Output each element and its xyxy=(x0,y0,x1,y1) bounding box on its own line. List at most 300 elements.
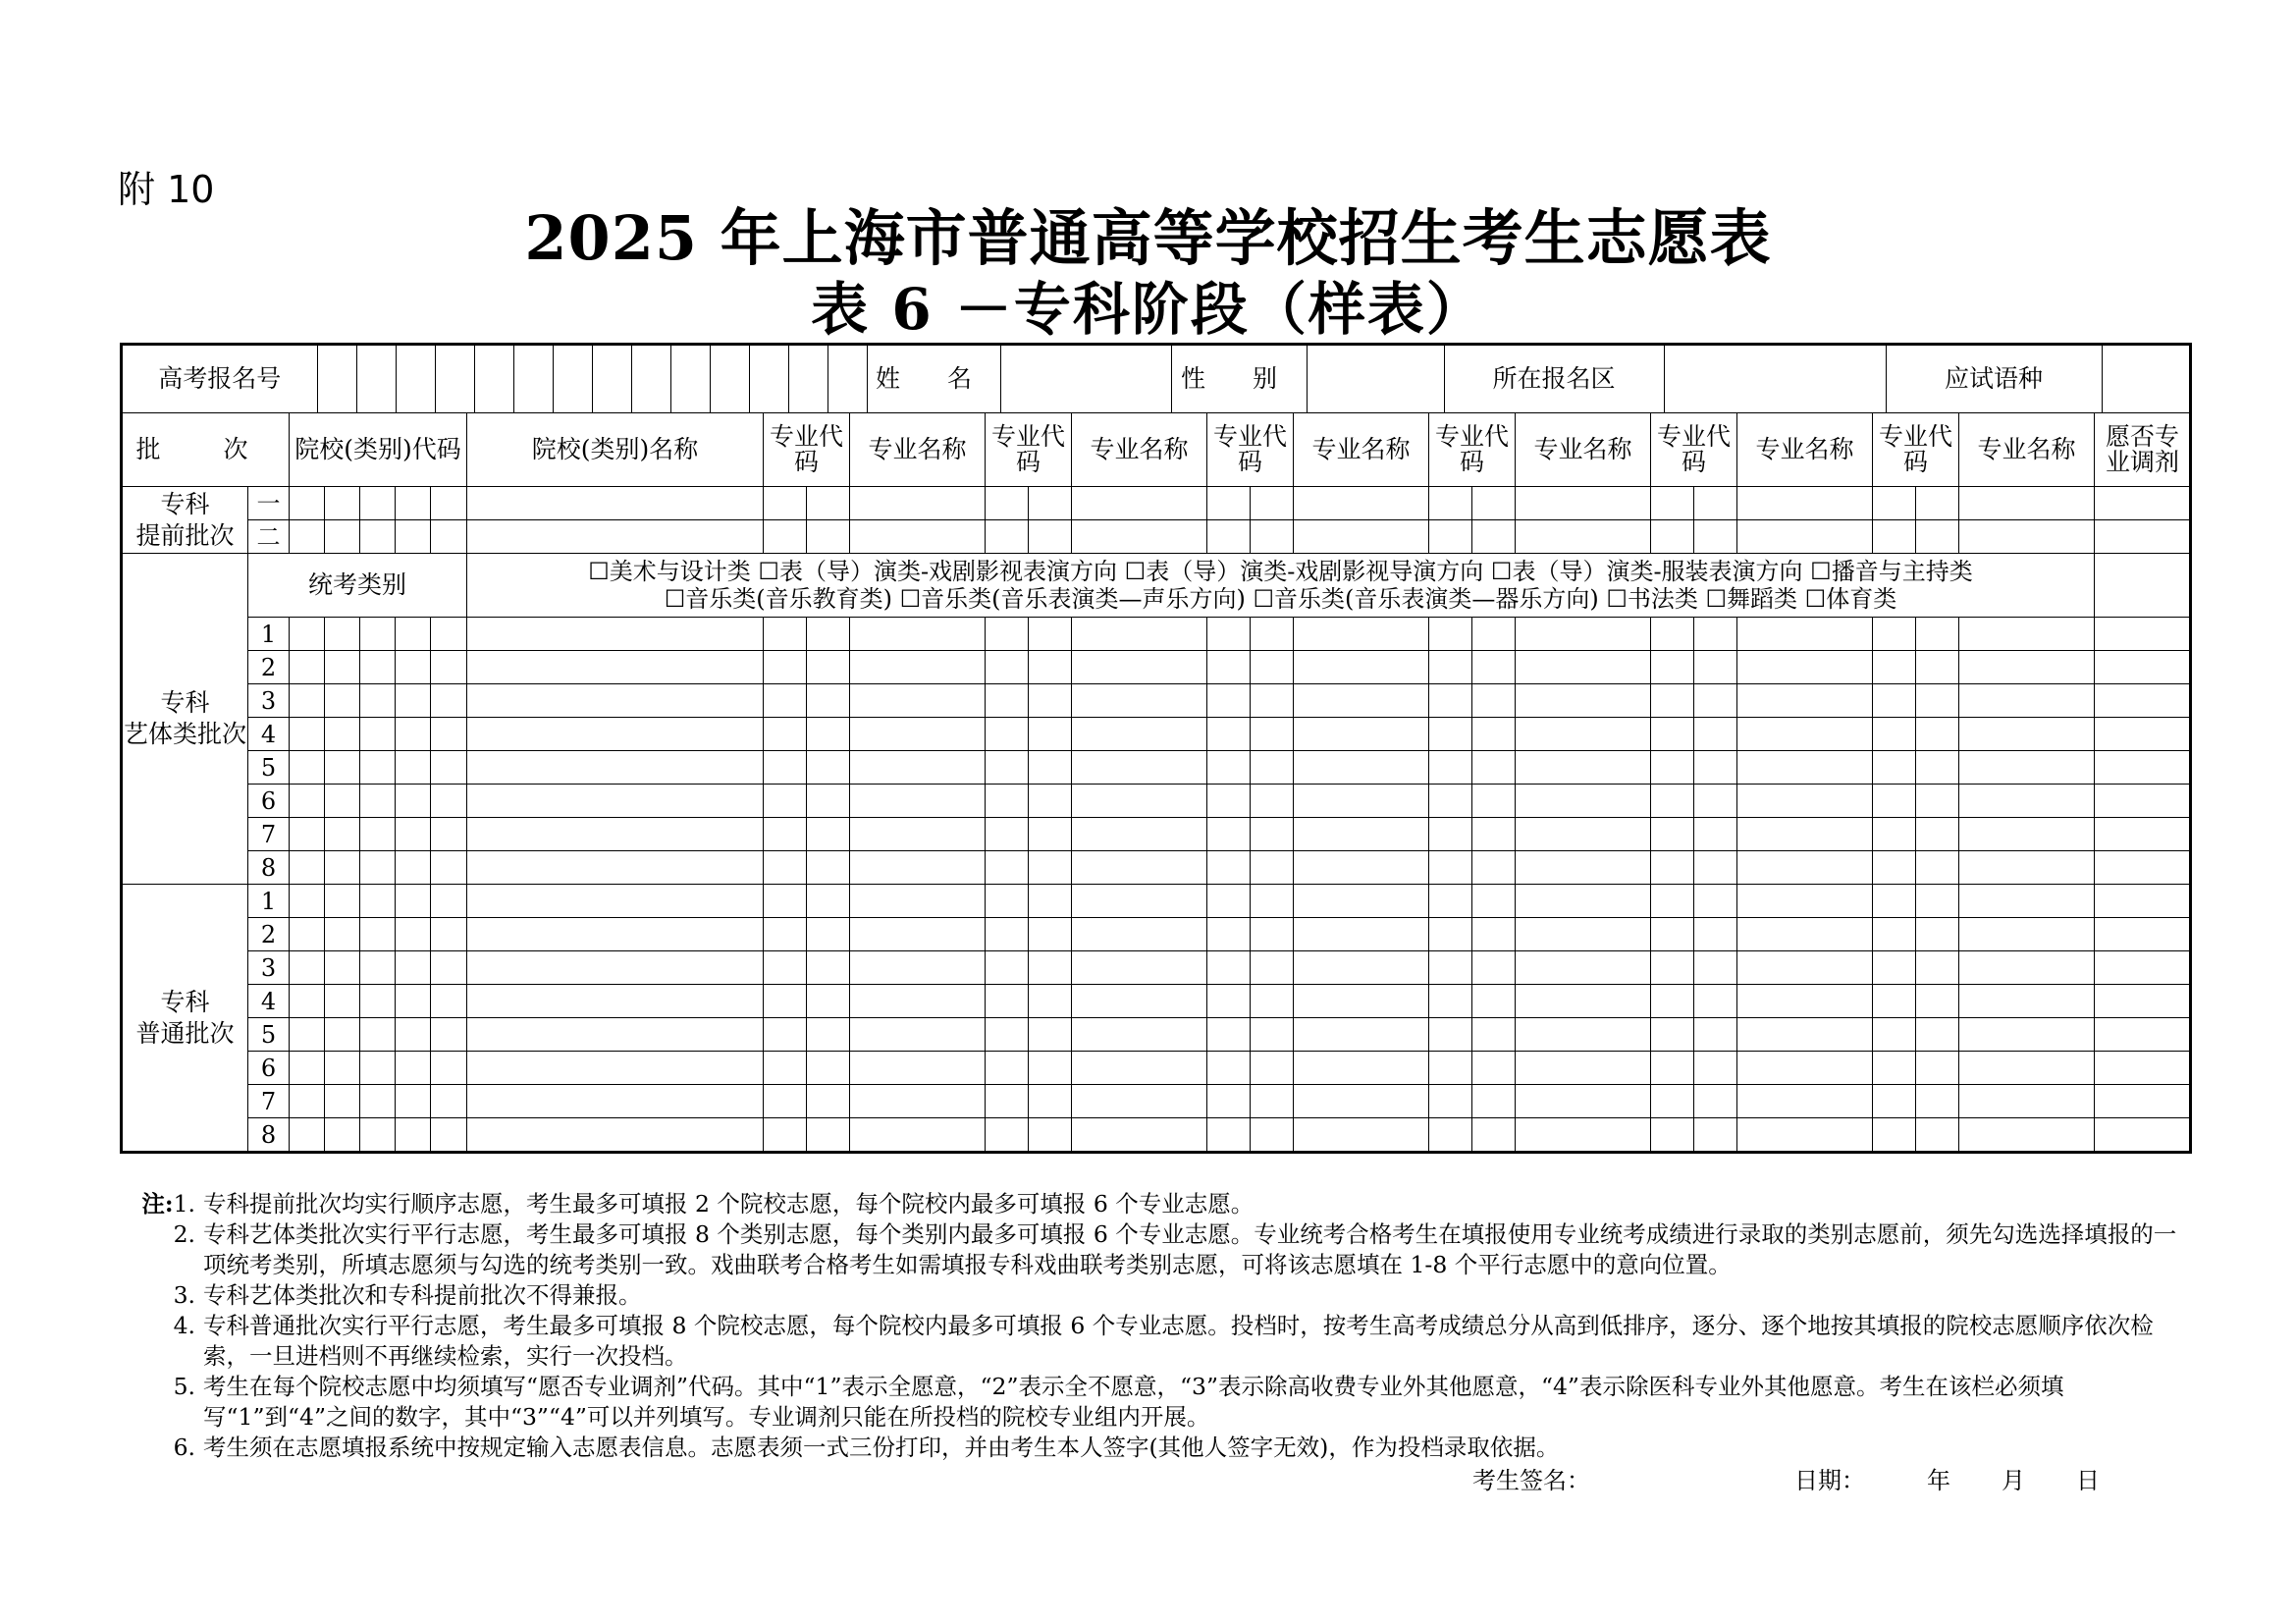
major-code-cell[interactable] xyxy=(1429,785,1472,818)
major-name-cell[interactable] xyxy=(1959,1118,2095,1153)
major-code-cell[interactable] xyxy=(1429,818,1472,851)
major-code-cell[interactable] xyxy=(1694,684,1737,718)
major-code-cell[interactable] xyxy=(1651,851,1694,885)
school-code-cell[interactable] xyxy=(325,851,360,885)
language-field[interactable] xyxy=(2102,346,2191,412)
school-name-cell[interactable] xyxy=(467,885,764,918)
major-code-cell[interactable] xyxy=(807,918,850,951)
major-name-cell[interactable] xyxy=(1072,618,1207,651)
major-code-cell[interactable] xyxy=(1651,487,1694,520)
exam-no-digit[interactable] xyxy=(710,346,749,412)
major-code-cell[interactable] xyxy=(1251,1118,1294,1153)
major-name-cell[interactable] xyxy=(1737,618,1873,651)
school-code-cell[interactable] xyxy=(325,651,360,684)
major-code-cell[interactable] xyxy=(1651,785,1694,818)
major-code-cell[interactable] xyxy=(1651,1052,1694,1085)
major-code-cell[interactable] xyxy=(1029,684,1072,718)
major-code-cell[interactable] xyxy=(986,851,1029,885)
major-code-cell[interactable] xyxy=(1029,1118,1072,1153)
school-name-cell[interactable] xyxy=(467,618,764,651)
school-name-cell[interactable] xyxy=(467,818,764,851)
adjust-cell[interactable] xyxy=(2095,618,2191,651)
major-code-cell[interactable] xyxy=(1251,818,1294,851)
adjust-cell[interactable] xyxy=(2095,885,2191,918)
school-code-cell[interactable] xyxy=(360,985,396,1018)
school-name-cell[interactable] xyxy=(467,718,764,751)
school-code-cell[interactable] xyxy=(290,818,325,851)
major-code-cell[interactable] xyxy=(1694,1018,1737,1052)
adjust-cell[interactable] xyxy=(2095,684,2191,718)
major-name-cell[interactable] xyxy=(1072,1052,1207,1085)
major-code-cell[interactable] xyxy=(1029,818,1072,851)
major-name-cell[interactable] xyxy=(850,520,986,554)
major-name-cell[interactable] xyxy=(1959,851,2095,885)
school-code-cell[interactable] xyxy=(325,520,360,554)
major-code-cell[interactable] xyxy=(1251,885,1294,918)
adjust-cell[interactable] xyxy=(2095,487,2191,520)
art-category-line[interactable]: ☐美术与设计类 ☐表（导）演类-戏剧影视表演方向 ☐表（导）演类-戏剧影视导演方向 ☐表（导）演类-服装表演方向 ☐播音与主持类 xyxy=(588,558,1973,585)
major-code-cell[interactable] xyxy=(764,1018,807,1052)
major-code-cell[interactable] xyxy=(1251,851,1294,885)
major-code-cell[interactable] xyxy=(1694,1052,1737,1085)
major-code-cell[interactable] xyxy=(1873,851,1916,885)
school-code-cell[interactable] xyxy=(396,785,431,818)
school-code-cell[interactable] xyxy=(431,1085,467,1118)
major-name-cell[interactable] xyxy=(1516,1118,1651,1153)
school-name-cell[interactable] xyxy=(467,918,764,951)
major-code-cell[interactable] xyxy=(1472,885,1516,918)
major-code-cell[interactable] xyxy=(1873,1018,1916,1052)
major-name-cell[interactable] xyxy=(1959,985,2095,1018)
major-code-cell[interactable] xyxy=(1029,718,1072,751)
major-name-cell[interactable] xyxy=(1737,684,1873,718)
school-code-cell[interactable] xyxy=(360,618,396,651)
major-name-cell[interactable] xyxy=(1959,885,2095,918)
major-name-cell[interactable] xyxy=(850,618,986,651)
school-code-cell[interactable] xyxy=(290,1018,325,1052)
major-code-cell[interactable] xyxy=(807,1085,850,1118)
school-code-cell[interactable] xyxy=(290,487,325,520)
major-name-cell[interactable] xyxy=(1737,885,1873,918)
major-code-cell[interactable] xyxy=(764,885,807,918)
major-code-cell[interactable] xyxy=(1429,618,1472,651)
major-code-cell[interactable] xyxy=(1207,487,1251,520)
major-code-cell[interactable] xyxy=(986,684,1029,718)
major-code-cell[interactable] xyxy=(986,885,1029,918)
major-name-cell[interactable] xyxy=(1294,751,1429,785)
major-name-cell[interactable] xyxy=(1516,818,1651,851)
major-name-cell[interactable] xyxy=(1072,785,1207,818)
major-code-cell[interactable] xyxy=(1916,751,1959,785)
school-code-cell[interactable] xyxy=(431,487,467,520)
school-code-cell[interactable] xyxy=(360,1118,396,1153)
major-code-cell[interactable] xyxy=(1472,751,1516,785)
major-code-cell[interactable] xyxy=(1472,985,1516,1018)
major-name-cell[interactable] xyxy=(1072,851,1207,885)
major-name-cell[interactable] xyxy=(1294,785,1429,818)
major-code-cell[interactable] xyxy=(1029,651,1072,684)
adjust-cell[interactable] xyxy=(2095,1018,2191,1052)
major-code-cell[interactable] xyxy=(1207,918,1251,951)
school-code-cell[interactable] xyxy=(396,1085,431,1118)
school-code-cell[interactable] xyxy=(325,1018,360,1052)
major-name-cell[interactable] xyxy=(1959,618,2095,651)
major-code-cell[interactable] xyxy=(986,918,1029,951)
adjust-cell[interactable] xyxy=(2095,718,2191,751)
major-code-cell[interactable] xyxy=(1873,651,1916,684)
major-code-cell[interactable] xyxy=(1029,1085,1072,1118)
major-code-cell[interactable] xyxy=(1429,951,1472,985)
adjust-cell[interactable] xyxy=(2095,985,2191,1018)
major-code-cell[interactable] xyxy=(1873,618,1916,651)
major-code-cell[interactable] xyxy=(1472,487,1516,520)
school-code-cell[interactable] xyxy=(396,520,431,554)
major-code-cell[interactable] xyxy=(1429,487,1472,520)
major-name-cell[interactable] xyxy=(850,951,986,985)
school-code-cell[interactable] xyxy=(360,487,396,520)
adjust-cell[interactable] xyxy=(2095,1052,2191,1085)
major-code-cell[interactable] xyxy=(1873,520,1916,554)
major-code-cell[interactable] xyxy=(1472,951,1516,985)
major-code-cell[interactable] xyxy=(1251,918,1294,951)
school-code-cell[interactable] xyxy=(396,985,431,1018)
major-code-cell[interactable] xyxy=(1429,1052,1472,1085)
school-code-cell[interactable] xyxy=(290,785,325,818)
exam-no-digit[interactable] xyxy=(788,346,828,412)
major-name-cell[interactable] xyxy=(1959,1018,2095,1052)
major-name-cell[interactable] xyxy=(1072,487,1207,520)
major-code-cell[interactable] xyxy=(1916,651,1959,684)
major-name-cell[interactable] xyxy=(1516,684,1651,718)
major-code-cell[interactable] xyxy=(986,818,1029,851)
major-code-cell[interactable] xyxy=(1429,851,1472,885)
major-code-cell[interactable] xyxy=(1651,951,1694,985)
major-name-cell[interactable] xyxy=(1737,818,1873,851)
major-code-cell[interactable] xyxy=(1916,487,1959,520)
school-code-cell[interactable] xyxy=(290,918,325,951)
major-code-cell[interactable] xyxy=(1207,851,1251,885)
major-code-cell[interactable] xyxy=(1429,885,1472,918)
major-code-cell[interactable] xyxy=(1694,751,1737,785)
major-code-cell[interactable] xyxy=(1029,985,1072,1018)
school-code-cell[interactable] xyxy=(360,818,396,851)
major-code-cell[interactable] xyxy=(986,1052,1029,1085)
major-name-cell[interactable] xyxy=(850,751,986,785)
major-code-cell[interactable] xyxy=(1472,1118,1516,1153)
school-code-cell[interactable] xyxy=(290,1052,325,1085)
major-code-cell[interactable] xyxy=(764,918,807,951)
major-code-cell[interactable] xyxy=(1207,1085,1251,1118)
major-code-cell[interactable] xyxy=(1429,985,1472,1018)
adjust-cell[interactable] xyxy=(2095,785,2191,818)
major-code-cell[interactable] xyxy=(1694,851,1737,885)
major-code-cell[interactable] xyxy=(1916,520,1959,554)
major-code-cell[interactable] xyxy=(1873,1118,1916,1153)
major-code-cell[interactable] xyxy=(1694,985,1737,1018)
school-code-cell[interactable] xyxy=(431,818,467,851)
major-name-cell[interactable] xyxy=(1959,1052,2095,1085)
major-code-cell[interactable] xyxy=(1651,684,1694,718)
school-code-cell[interactable] xyxy=(325,1052,360,1085)
school-code-cell[interactable] xyxy=(290,885,325,918)
major-code-cell[interactable] xyxy=(1429,751,1472,785)
major-code-cell[interactable] xyxy=(1651,1085,1694,1118)
school-code-cell[interactable] xyxy=(325,751,360,785)
school-code-cell[interactable] xyxy=(290,651,325,684)
major-code-cell[interactable] xyxy=(986,951,1029,985)
school-code-cell[interactable] xyxy=(396,684,431,718)
major-code-cell[interactable] xyxy=(807,487,850,520)
major-name-cell[interactable] xyxy=(1959,785,2095,818)
exam-no-digit[interactable] xyxy=(828,346,867,412)
school-code-cell[interactable] xyxy=(325,1118,360,1153)
major-name-cell[interactable] xyxy=(1294,1085,1429,1118)
major-code-cell[interactable] xyxy=(986,1018,1029,1052)
adjust-cell[interactable] xyxy=(2095,951,2191,985)
exam-no-digit[interactable] xyxy=(474,346,513,412)
major-code-cell[interactable] xyxy=(1472,618,1516,651)
major-code-cell[interactable] xyxy=(1029,951,1072,985)
school-code-cell[interactable] xyxy=(325,487,360,520)
major-name-cell[interactable] xyxy=(1294,618,1429,651)
school-code-cell[interactable] xyxy=(396,618,431,651)
major-code-cell[interactable] xyxy=(1873,684,1916,718)
art-category-options[interactable] xyxy=(467,554,2095,618)
exam-no-digit[interactable] xyxy=(356,346,396,412)
major-code-cell[interactable] xyxy=(1651,885,1694,918)
major-code-cell[interactable] xyxy=(1651,918,1694,951)
major-code-cell[interactable] xyxy=(807,951,850,985)
major-code-cell[interactable] xyxy=(1429,684,1472,718)
major-name-cell[interactable] xyxy=(1516,718,1651,751)
major-name-cell[interactable] xyxy=(1294,487,1429,520)
major-name-cell[interactable] xyxy=(1959,951,2095,985)
major-code-cell[interactable] xyxy=(1694,1085,1737,1118)
major-code-cell[interactable] xyxy=(1916,718,1959,751)
major-code-cell[interactable] xyxy=(1472,818,1516,851)
district-field[interactable] xyxy=(1664,346,1886,412)
major-code-cell[interactable] xyxy=(807,618,850,651)
major-code-cell[interactable] xyxy=(1429,1018,1472,1052)
major-code-cell[interactable] xyxy=(1472,918,1516,951)
major-code-cell[interactable] xyxy=(764,684,807,718)
major-name-cell[interactable] xyxy=(1072,651,1207,684)
major-code-cell[interactable] xyxy=(1029,751,1072,785)
school-code-cell[interactable] xyxy=(325,718,360,751)
major-code-cell[interactable] xyxy=(1251,1085,1294,1118)
major-code-cell[interactable] xyxy=(1694,951,1737,985)
school-code-cell[interactable] xyxy=(396,851,431,885)
school-code-cell[interactable] xyxy=(431,751,467,785)
school-code-cell[interactable] xyxy=(290,851,325,885)
major-code-cell[interactable] xyxy=(1916,851,1959,885)
major-name-cell[interactable] xyxy=(1072,951,1207,985)
major-name-cell[interactable] xyxy=(1737,651,1873,684)
major-code-cell[interactable] xyxy=(1472,1085,1516,1118)
major-code-cell[interactable] xyxy=(1251,618,1294,651)
major-name-cell[interactable] xyxy=(1737,1052,1873,1085)
major-code-cell[interactable] xyxy=(1694,918,1737,951)
major-name-cell[interactable] xyxy=(1959,1085,2095,1118)
major-code-cell[interactable] xyxy=(1873,785,1916,818)
major-name-cell[interactable] xyxy=(850,818,986,851)
major-name-cell[interactable] xyxy=(1737,1018,1873,1052)
major-name-cell[interactable] xyxy=(1072,751,1207,785)
school-code-cell[interactable] xyxy=(431,1018,467,1052)
major-name-cell[interactable] xyxy=(1516,651,1651,684)
major-code-cell[interactable] xyxy=(1251,487,1294,520)
school-code-cell[interactable] xyxy=(290,520,325,554)
school-code-cell[interactable] xyxy=(396,951,431,985)
adjust-cell[interactable] xyxy=(2095,1085,2191,1118)
major-code-cell[interactable] xyxy=(764,718,807,751)
major-code-cell[interactable] xyxy=(1873,918,1916,951)
major-code-cell[interactable] xyxy=(1651,818,1694,851)
major-code-cell[interactable] xyxy=(1029,487,1072,520)
major-code-cell[interactable] xyxy=(1207,751,1251,785)
major-code-cell[interactable] xyxy=(1873,1052,1916,1085)
major-code-cell[interactable] xyxy=(1472,851,1516,885)
major-code-cell[interactable] xyxy=(1207,951,1251,985)
school-code-cell[interactable] xyxy=(396,818,431,851)
major-code-cell[interactable] xyxy=(1029,1018,1072,1052)
major-name-cell[interactable] xyxy=(1072,1085,1207,1118)
school-code-cell[interactable] xyxy=(325,818,360,851)
adjust-cell[interactable] xyxy=(2095,520,2191,554)
major-code-cell[interactable] xyxy=(1651,1118,1694,1153)
major-code-cell[interactable] xyxy=(986,718,1029,751)
major-name-cell[interactable] xyxy=(1959,718,2095,751)
major-code-cell[interactable] xyxy=(1029,785,1072,818)
major-code-cell[interactable] xyxy=(764,520,807,554)
school-name-cell[interactable] xyxy=(467,851,764,885)
major-name-cell[interactable] xyxy=(850,684,986,718)
major-code-cell[interactable] xyxy=(1207,1018,1251,1052)
major-name-cell[interactable] xyxy=(1294,918,1429,951)
major-name-cell[interactable] xyxy=(1959,520,2095,554)
major-code-cell[interactable] xyxy=(1251,684,1294,718)
major-code-cell[interactable] xyxy=(1207,985,1251,1018)
major-code-cell[interactable] xyxy=(1429,1118,1472,1153)
major-code-cell[interactable] xyxy=(1029,1052,1072,1085)
school-code-cell[interactable] xyxy=(360,751,396,785)
major-code-cell[interactable] xyxy=(807,1118,850,1153)
major-name-cell[interactable] xyxy=(1516,751,1651,785)
major-code-cell[interactable] xyxy=(764,1085,807,1118)
adjust-cell[interactable] xyxy=(2095,751,2191,785)
school-code-cell[interactable] xyxy=(290,985,325,1018)
art-category-line[interactable]: ☐音乐类(音乐教育类) ☐音乐类(音乐表演类—声乐方向) ☐音乐类(音乐表演类—器乐方向) ☐书法类 ☐舞蹈类 ☐体育类 xyxy=(664,585,1897,613)
school-code-cell[interactable] xyxy=(290,1085,325,1118)
school-code-cell[interactable] xyxy=(290,618,325,651)
major-code-cell[interactable] xyxy=(807,751,850,785)
major-code-cell[interactable] xyxy=(1251,718,1294,751)
major-name-cell[interactable] xyxy=(1959,487,2095,520)
major-name-cell[interactable] xyxy=(850,785,986,818)
major-code-cell[interactable] xyxy=(1251,1052,1294,1085)
major-name-cell[interactable] xyxy=(1072,1018,1207,1052)
name-field[interactable] xyxy=(1000,346,1171,412)
major-name-cell[interactable] xyxy=(1516,885,1651,918)
major-code-cell[interactable] xyxy=(1207,785,1251,818)
school-code-cell[interactable] xyxy=(431,785,467,818)
major-code-cell[interactable] xyxy=(807,651,850,684)
school-code-cell[interactable] xyxy=(396,651,431,684)
major-code-cell[interactable] xyxy=(1916,818,1959,851)
major-name-cell[interactable] xyxy=(1072,684,1207,718)
major-code-cell[interactable] xyxy=(1251,520,1294,554)
major-code-cell[interactable] xyxy=(1916,985,1959,1018)
major-name-cell[interactable] xyxy=(1294,851,1429,885)
major-code-cell[interactable] xyxy=(1207,1052,1251,1085)
major-code-cell[interactable] xyxy=(1694,487,1737,520)
major-name-cell[interactable] xyxy=(1294,1118,1429,1153)
major-name-cell[interactable] xyxy=(850,487,986,520)
adjust-cell[interactable] xyxy=(2095,918,2191,951)
major-code-cell[interactable] xyxy=(1207,885,1251,918)
major-code-cell[interactable] xyxy=(986,751,1029,785)
school-code-cell[interactable] xyxy=(325,985,360,1018)
major-name-cell[interactable] xyxy=(850,1085,986,1118)
major-code-cell[interactable] xyxy=(986,487,1029,520)
school-code-cell[interactable] xyxy=(431,684,467,718)
major-code-cell[interactable] xyxy=(1694,718,1737,751)
major-name-cell[interactable] xyxy=(1737,785,1873,818)
school-code-cell[interactable] xyxy=(325,1085,360,1118)
major-name-cell[interactable] xyxy=(1072,718,1207,751)
major-name-cell[interactable] xyxy=(850,985,986,1018)
adjust-cell[interactable] xyxy=(2095,851,2191,885)
major-code-cell[interactable] xyxy=(986,985,1029,1018)
school-code-cell[interactable] xyxy=(396,1052,431,1085)
school-code-cell[interactable] xyxy=(360,885,396,918)
major-code-cell[interactable] xyxy=(1029,851,1072,885)
school-code-cell[interactable] xyxy=(396,487,431,520)
major-code-cell[interactable] xyxy=(986,785,1029,818)
major-code-cell[interactable] xyxy=(807,785,850,818)
major-name-cell[interactable] xyxy=(850,718,986,751)
major-code-cell[interactable] xyxy=(1029,885,1072,918)
school-code-cell[interactable] xyxy=(431,885,467,918)
major-name-cell[interactable] xyxy=(1294,684,1429,718)
major-code-cell[interactable] xyxy=(1651,718,1694,751)
major-code-cell[interactable] xyxy=(764,985,807,1018)
major-code-cell[interactable] xyxy=(1429,520,1472,554)
major-name-cell[interactable] xyxy=(1294,1018,1429,1052)
major-code-cell[interactable] xyxy=(807,985,850,1018)
major-code-cell[interactable] xyxy=(1916,785,1959,818)
major-code-cell[interactable] xyxy=(1472,1018,1516,1052)
major-name-cell[interactable] xyxy=(1959,751,2095,785)
school-code-cell[interactable] xyxy=(290,951,325,985)
major-code-cell[interactable] xyxy=(1873,885,1916,918)
school-code-cell[interactable] xyxy=(325,684,360,718)
school-code-cell[interactable] xyxy=(396,1018,431,1052)
major-name-cell[interactable] xyxy=(1294,1052,1429,1085)
major-name-cell[interactable] xyxy=(1516,520,1651,554)
major-name-cell[interactable] xyxy=(1516,785,1651,818)
major-name-cell[interactable] xyxy=(1516,618,1651,651)
major-name-cell[interactable] xyxy=(850,1018,986,1052)
major-name-cell[interactable] xyxy=(850,1052,986,1085)
major-code-cell[interactable] xyxy=(986,651,1029,684)
major-code-cell[interactable] xyxy=(807,718,850,751)
major-name-cell[interactable] xyxy=(1737,1118,1873,1153)
major-code-cell[interactable] xyxy=(1472,684,1516,718)
major-code-cell[interactable] xyxy=(1916,684,1959,718)
major-code-cell[interactable] xyxy=(807,851,850,885)
major-code-cell[interactable] xyxy=(1651,520,1694,554)
